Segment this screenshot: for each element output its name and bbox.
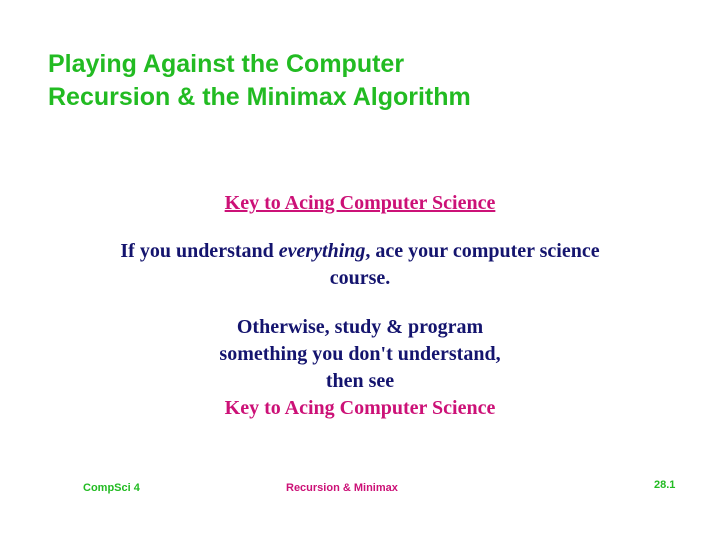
slide-title <box>48 48 688 114</box>
slide-body <box>40 190 680 422</box>
paragraph-emphasis: everything <box>278 240 366 262</box>
title-line-2: Recursion & the Minimax Algorithm <box>48 83 471 111</box>
footer-slide-number: 28.1 <box>654 479 676 491</box>
block-line-1: Otherwise, study & program <box>236 316 484 338</box>
paragraph-line-2: course. <box>329 267 391 289</box>
block-line-2: something you don't understand, <box>219 343 501 365</box>
body-heading: Key to Acing Computer Science <box>224 192 496 214</box>
slide-footer <box>0 479 719 502</box>
footer-topic-label: Recursion & Minimax <box>286 482 398 494</box>
paragraph-part-1: If you understand <box>120 240 279 262</box>
body-closing: Key to Acing Computer Science <box>224 397 496 419</box>
title-line-1: Playing Against the Computer <box>48 50 405 78</box>
spacer-after-paragraph <box>40 292 680 314</box>
paragraph-part-2: , ace your computer science <box>365 240 600 262</box>
body-paragraph <box>40 238 680 265</box>
spacer-after-heading <box>40 216 680 238</box>
footer-course-label: CompSci 4 <box>83 482 140 494</box>
block-line-3: then see <box>325 370 395 392</box>
